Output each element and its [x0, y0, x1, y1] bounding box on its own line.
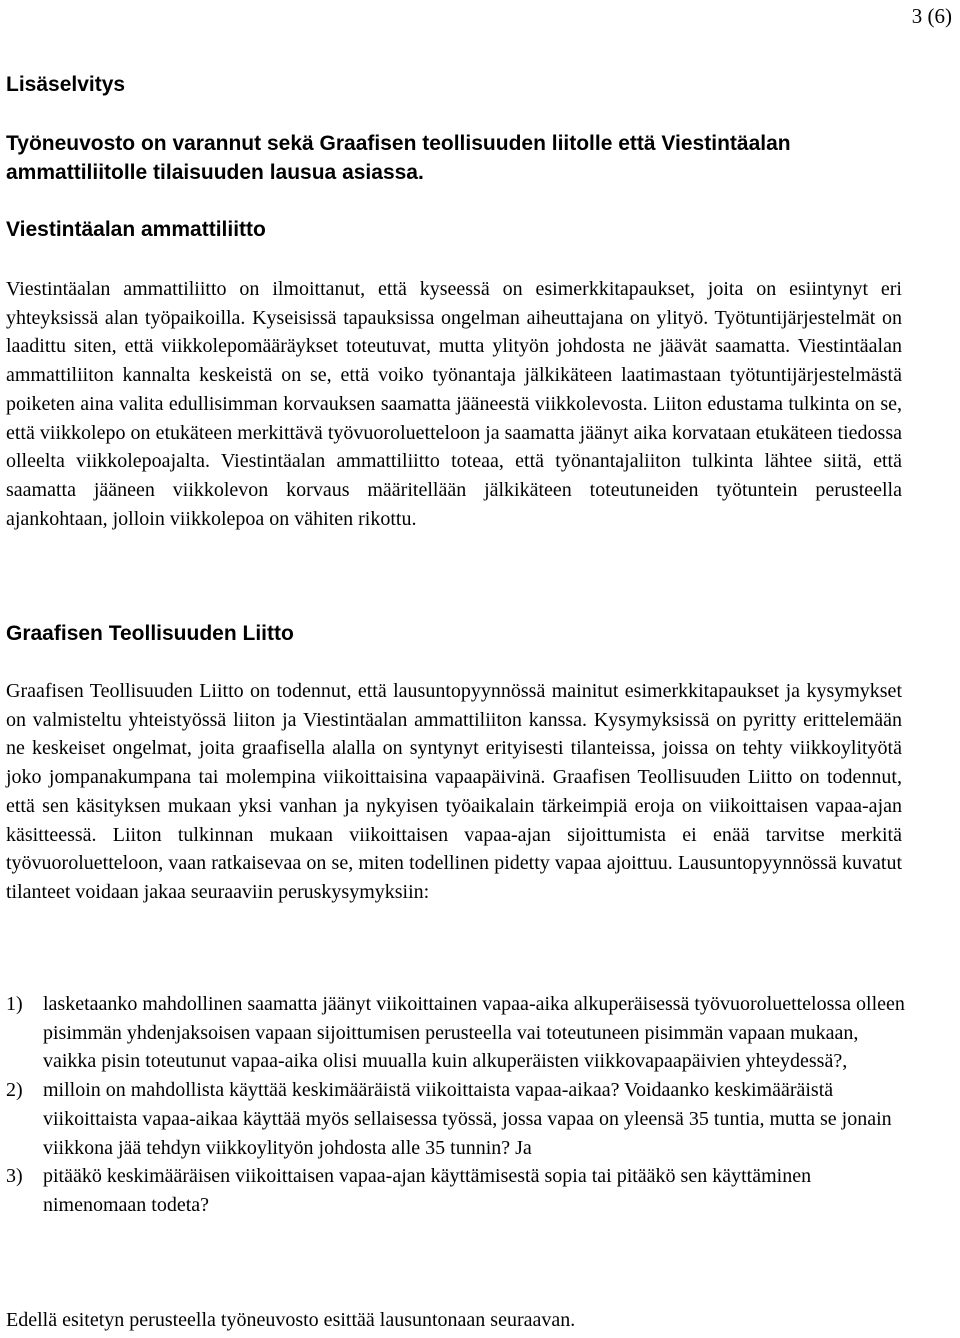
question-list — [6, 990, 906, 1220]
intro-paragraph: Työneuvosto on varannut sekä Graafisen teollisuuden liitolle että Viestintäalan ammattiliitolle tilaisuuden lausua asiassa. — [6, 132, 791, 184]
question-item-1 — [6, 990, 906, 1076]
page-number: 3 (6) — [911, 4, 952, 28]
closing-sentence: Edellä esitetyn perusteella työneuvosto esittää lausuntonaan seuraavan. — [6, 1309, 576, 1331]
section-heading-viestintaala: Viestintäalan ammattiliitto — [6, 218, 266, 241]
question-text: lasketaanko mahdollinen saamatta jäänyt viikoittainen vapaa-aika alkuperäisessä työvuoroluettelossa olleen pisimmän yhdenjaksoisen vapaan sijoittumisen perusteella vai toteutuneen pisimmän vapaan mukaan, vaikka pisin toteutunut vapaa-aika olisi muualla kuin alkuperäisten viikkovapaapäivien yhteydessä?, — [43, 993, 905, 1073]
question-text: milloin on mahdollista käyttää keskimääräistä viikoittaista vapaa-aikaa? Voidaanko keskimääräistä viikoittaista vapaa-aikaa käyttää myös sellaisessa työssä, jossa vapaa on yleensä 35 tuntia, mutta se jonain viikkona jää tehdyn viikkoylityön johdosta alle 35 tunnin? Ja — [43, 1079, 892, 1159]
question-item-3 — [6, 1162, 906, 1219]
section-body-viestintaala: Viestintäalan ammattiliitto on ilmoittanut, että kyseessä on esimerkkitapaukset, joita on esiintynyt eri yhteyksissä alan työpaikoilla. Kyseisissä tapauksissa ongelman aiheuttajana on ylityö. Työtuntijärjestelmät on laadittu siten, että viikkolepomääräykset toteutuvat, mutta ylityön johdosta ne jäävät saamatta. Viestintäalan ammattiliiton kannalta keskeistä on se, että voiko työnantaja jälkikäteen laatimastaan työtuntijärjestelmästä poiketen aina valita edullisimman korvauksen saamatta jääneestä viikkolevosta. Liiton edustama tulkinta on se, että viikkolepo on etukäteen merkittävä työvuoroluetteloon ja saamatta jäänyt aika korvataan etukäteen tiedossa olleelta viikkolepoajalta. Viestintäalan ammattiliitto toteaa, että työnantajaliiton tulkinta lähtee siitä, että saamatta jääneen viikkolevon korvaus määritellään jälkikäteen toteutuneiden työtuntein perusteella ajankohtaan, jolloin viikkolepoa on vähiten rikottu. — [6, 278, 902, 530]
question-item-2 — [6, 1076, 906, 1162]
main-heading: Lisäselvitys — [6, 73, 126, 96]
question-number: 1) — [6, 993, 23, 1015]
question-number: 3) — [6, 1165, 23, 1188]
section-body-graafinen: Graafisen Teollisuuden Liitto on todennut, että lausuntopyynnössä mainitut esimerkkitapaukset ja kysymykset on valmisteltu yhteistyössä liiton ja Viestintäalan ammattiliiton kanssa. Kysymyksissä on pyritty erittelemään ne keskeiset ongelmat, joita graafisella alalla on syntynyt erityisesti tilanteissa, joissa on tehty viikkoylityötä joko jompanakumpana tai molempina viikoittaisina vapaapäivinä. Graafisen Teollisuuden Liitto on todennut, että sen käsityksen mukaan yksi vanhan ja nykyisen työaikalain tärkeimpiä eroja on viikoittaisen vapaa-ajan käsitteessä. Liiton tulkinnan mukaan viikoittaisen vapaa-ajan sijoittumista ei enää tarvitse merkitä työvuoroluetteloon, vaan ratkaisevaa on se, miten todellinen pidetty vapaa ajoittuu. Lausuntopyynnössä kuvatut tilanteet voidaan jakaa seuraaviin peruskysymyksiin: — [6, 680, 902, 903]
question-text: pitääkö keskimääräisen viikoittaisen vapaa-ajan käyttämisestä sopia tai pitääkö sen käyttäminen nimenomaan todeta? — [43, 1165, 812, 1216]
question-number: 2) — [6, 1079, 23, 1102]
section-heading-graafinen: Graafisen Teollisuuden Liitto — [6, 622, 294, 645]
